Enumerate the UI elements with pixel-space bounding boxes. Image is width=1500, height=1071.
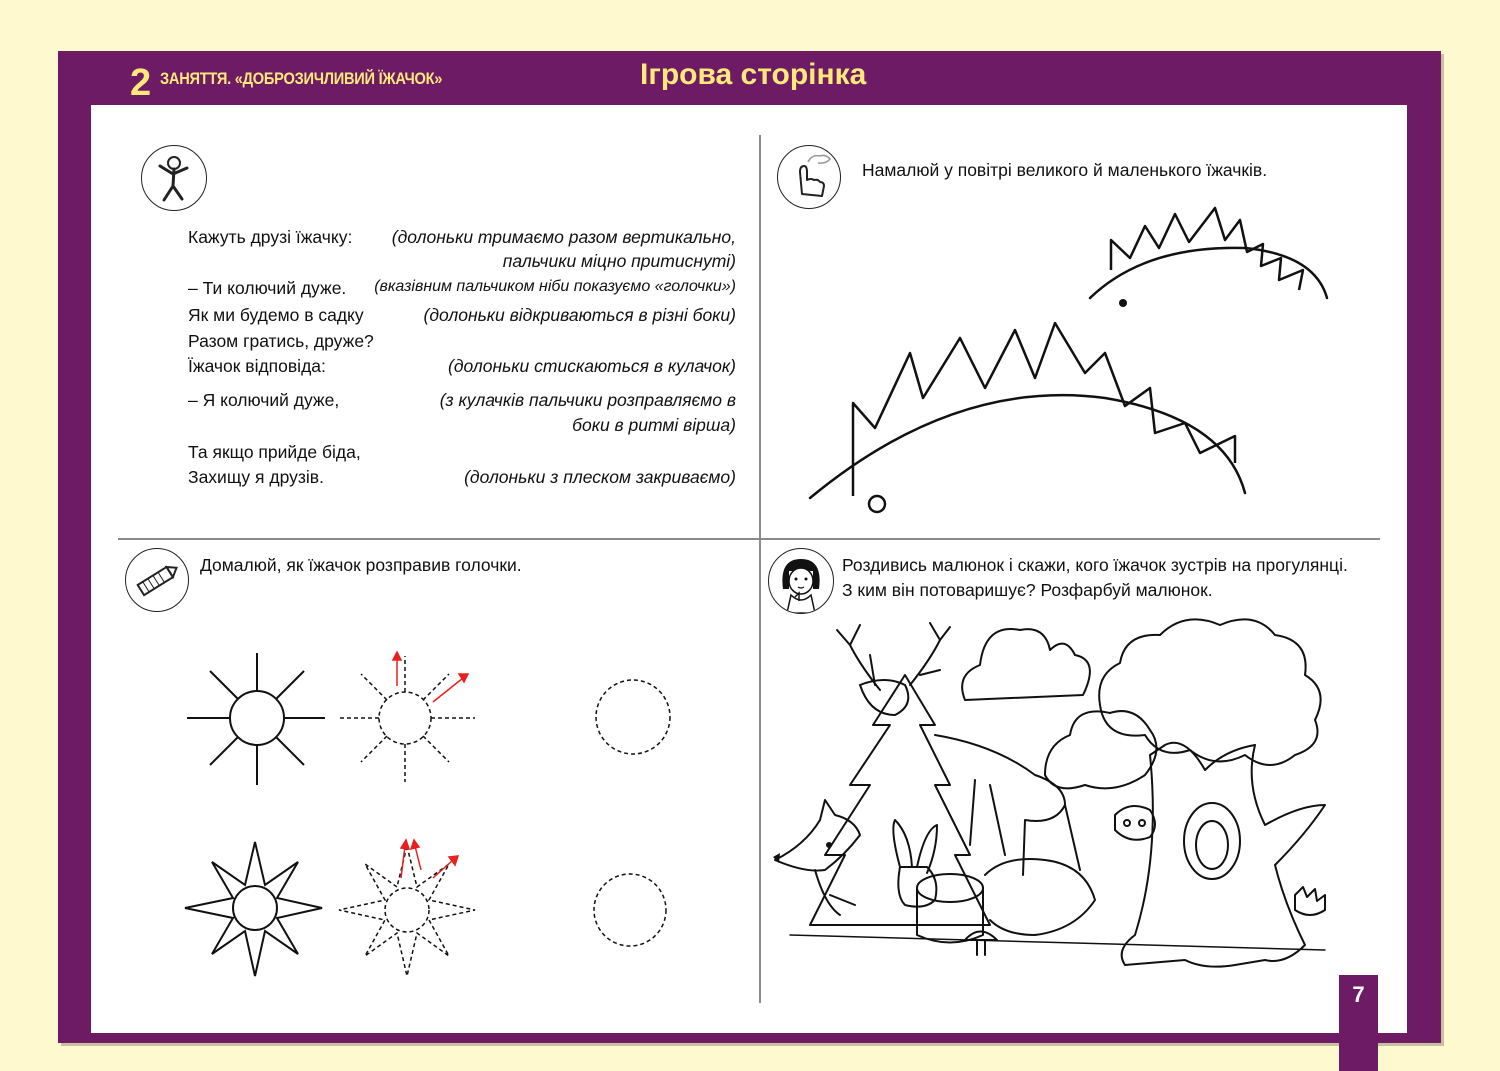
rabbit-ears — [893, 820, 937, 873]
forest-scene-illustration — [765, 605, 1345, 985]
circle-to-complete — [592, 870, 682, 960]
fox-tail — [985, 859, 1095, 935]
poem-note: (долоньки відкриваються в різні боки) — [423, 305, 736, 325]
vertical-divider — [759, 135, 761, 1003]
deer-antler-right — [910, 623, 950, 685]
poem-line: Кажуть друзі їжачку: — [188, 227, 353, 247]
cloud — [962, 629, 1090, 700]
poem-note: пальчики міцно притиснуті) — [502, 251, 736, 271]
lesson-title: ЗАНЯТТЯ. «ДОБРОЗИЧЛИВИЙ ЇЖАЧОК» — [160, 69, 443, 88]
task-look-instruction-2: З ким він потоваришує? Розфарбуй малюнок. — [842, 580, 1213, 600]
lesson-number: 2 — [130, 62, 152, 104]
circle-to-complete — [590, 673, 680, 763]
task-look-instruction-1: Роздивись малюнок і скажи, кого їжачок зустрів на прогулянці. — [842, 555, 1348, 575]
task-air-instruction: Намалюй у повітрі великого й маленького їжачків. — [862, 160, 1268, 180]
page-number: 7 — [1352, 982, 1365, 1007]
tree-hollow — [1184, 803, 1240, 879]
big-hedgehog-outline — [805, 318, 1265, 518]
star-solid — [180, 840, 340, 980]
stump-top — [917, 874, 983, 902]
hedgehog — [1295, 887, 1325, 915]
finger-drawing-icon — [777, 145, 841, 209]
star-dashed — [335, 840, 495, 980]
poem-note: (долоньки стискаються в кулачок) — [448, 356, 736, 376]
poem-note: (вказівним пальчиком ніби показуємо «голочки») — [374, 278, 736, 295]
poem-note: боки в ритмі вірша) — [572, 415, 736, 435]
poem-line: Захищу я друзів. — [188, 467, 324, 487]
poem-note: (з кулачків пальчики розправляємо в — [439, 390, 736, 410]
poem-line: Та якщо прийде біда, — [188, 442, 361, 462]
tree-crown-2 — [1045, 711, 1156, 788]
horizontal-divider — [118, 538, 1380, 540]
poem-note: (долоньки з плеском закриваємо) — [464, 467, 736, 487]
small-hedgehog-outline — [1085, 200, 1345, 310]
poem-note: (долоньки тримаємо разом вертикально, — [391, 227, 736, 247]
task-draw-instruction: Домалюй, як їжачок розправив голочки. — [200, 555, 522, 575]
fox-head — [775, 800, 860, 871]
pencil-icon — [125, 548, 189, 612]
page-title: Ігрова сторінка — [640, 58, 867, 91]
sun-solid — [185, 650, 335, 790]
dancing-child-icon — [141, 145, 207, 211]
sun-dashed — [335, 650, 485, 790]
tree-trunk — [1122, 743, 1325, 967]
poem-line: – Я колючий дуже, — [188, 390, 340, 410]
deer-head — [860, 680, 908, 715]
tree-crown — [1099, 619, 1320, 765]
poem-line: Їжачок відповіда: — [188, 356, 326, 376]
poem-line: – Ти колючий дуже. — [188, 278, 347, 298]
ground-line — [790, 935, 1325, 950]
squirrel-head — [1115, 806, 1155, 840]
poem-line: Разом гратись, друже? — [188, 331, 374, 351]
poem-line: Як ми будемо в садку — [188, 305, 364, 325]
